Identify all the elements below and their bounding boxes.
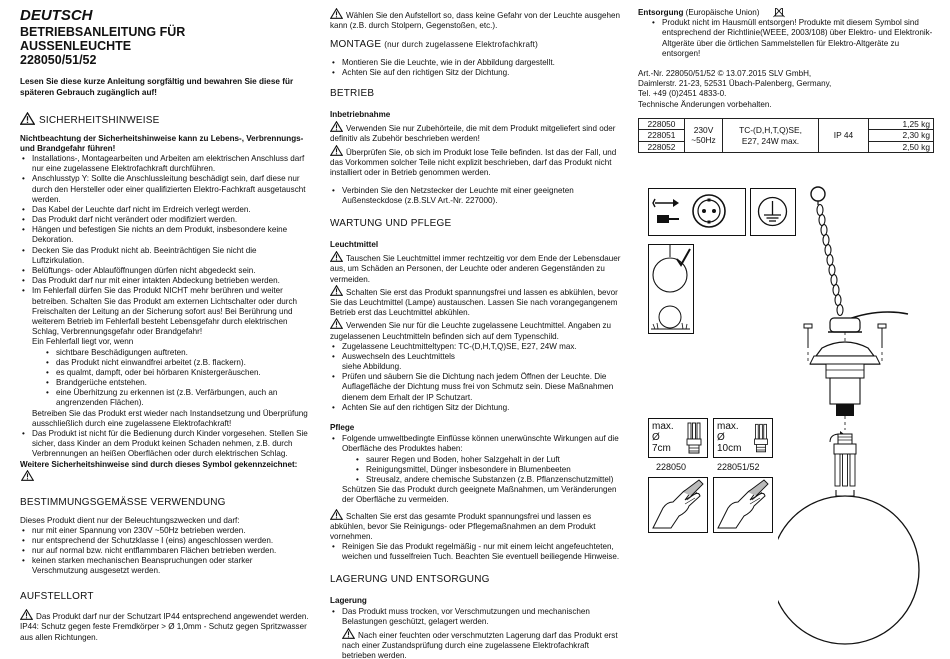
title-language: DEUTSCH — [20, 8, 93, 24]
list-item: • Achten Sie auf den richtigen Sitz der Dichtung. — [330, 68, 622, 78]
address-line: Tel. +49 (0)2451 4833-0. — [638, 89, 727, 99]
fault-intro: Ein Fehlerfall liegt vor, wenn — [32, 337, 134, 347]
lamp-heading: Leuchtmittel — [330, 240, 379, 250]
warning-triangle-icon — [330, 145, 343, 156]
list-item: • nur entsprechend der Schutzklasse I (eins) angeschlossen werden. — [20, 536, 310, 546]
place-heading: AUFSTELLORT — [20, 590, 94, 602]
lamp-warning-3: Verwenden Sie nur für die Leuchte zugelassene Leuchtmittel. Angaben zu zugelassenen Leuchtmitteln befinden sich auf dem Typenschild. — [330, 318, 622, 341]
address-block — [638, 69, 938, 110]
list-item: • Hängen und befestigen Sie nichts an dem Produkt, insbesondere keine Dekoration. — [20, 225, 310, 245]
article-label-1: 228050 — [656, 462, 687, 472]
spec-weight: 2,50 kg — [869, 141, 934, 153]
list-item: • Produkt nicht im Hausmüll entsorgen! Produkte mit diesem Symbol sind entsprechend der Richtlinie(WEEE, 2003/108) über Elektro- und Elektronik-Altgeräte über die örtlichen Sammelstellen für Elektro-Altgeräte zu entsorgen! — [650, 18, 938, 59]
list-item: • sichtbare Beschädigungen auftreten. — [44, 348, 310, 358]
list-item: • Montieren Sie die Leuchte, wie in der Abbildung dargestellt. — [330, 58, 622, 68]
title-line-1: BETRIEBSANLEITUNG FÜR — [20, 24, 186, 39]
list-item: • keinen starken mechanischen Beanspruchungen oder starker Verschmutzung ausgesetzt werden. — [20, 556, 310, 576]
plug-socket-icon — [649, 189, 744, 234]
globe-checkmark-icon — [649, 245, 692, 332]
max-label: max. — [652, 421, 674, 432]
disposal-heading: Entsorgung (Europäische Union) — [638, 8, 760, 17]
warning-triangle-icon — [330, 285, 343, 296]
list-item: • Prüfen und säubern Sie die Dichtung nach jedem Öffnen der Leuchte. Die Auflagefläche der Dichtung muss frei von Schmutz sein. Diese Maßnahmen dienem dem Erhalt der IP Schutzart. — [330, 372, 622, 403]
title-line-2: AUSSENLEUCHTE — [20, 39, 132, 54]
list-item: • Das Produkt ist nicht für die Bedienung durch Kinder vorgesehen. Stellen Sie sicher, dass Kinder an dem Produkt keinen Schaden nehmen, z.B. durch Verbrennungen an heißen Oberflächen oder durch elektrischen Schlag. — [20, 429, 310, 460]
fault-outro: Betreiben Sie das Produkt erst wieder nach Instandsetzung und Überprüfung ausschließlich durch eine zugelassene Elektrofachkraft! — [32, 408, 308, 428]
storage-heading: LAGERUNG UND ENTSORGUNG — [330, 574, 490, 586]
spec-voltage: 230V ~50Hz — [685, 118, 723, 153]
place-text: Das Produkt darf nur der Schutzart IP44 entsprechend angewendet werden. — [20, 609, 310, 622]
spec-ip: IP 44 — [819, 118, 869, 153]
lamp-size-figure-2 — [713, 418, 773, 458]
list-item: • Das Kabel der Leuchte darf nicht im Erdreich verlegt werden. — [20, 205, 310, 215]
care-list-2 — [330, 542, 622, 562]
list-item: • Das Produkt darf nur mit einer intakten Abdeckung betrieben werden. — [20, 276, 310, 286]
list-item: • Reinigungsmittel, Dünger insbesondere in Blumenbeeten — [354, 465, 622, 475]
operation-heading: BETRIEB — [330, 88, 375, 100]
list-item: • saurer Regen und Boden, hoher Salzgehalt in der Luft — [354, 455, 622, 465]
list-item: • eine Überhitzung zu erkennen ist (z.B. Verfärbungen, auch an angrenzenden Flächen). — [44, 388, 310, 408]
store-heading: Lagerung — [330, 596, 367, 606]
list-item: • Zugelassene Leuchtmitteltypen: TC-(D,H,T,Q)SE, E27, 24W max. — [330, 342, 622, 352]
max-label: max. — [717, 421, 739, 432]
store-list — [330, 607, 622, 627]
care-heading: Pflege — [330, 423, 355, 433]
address-line: Art.-Nr. 228050/51/52 © 13.07.2015 SLV GmbH, — [638, 68, 812, 78]
spec-weight: 2,30 kg — [869, 130, 934, 142]
list-item: • Installations-, Montagearbeiten und Arbeiten am elektrischen Anschluss darf nur eine zugelassene Elektrofachkraft durchführen. — [20, 154, 310, 174]
warning-triangle-icon — [330, 121, 343, 132]
list-item: • Reinigen Sie das Produkt regelmäßig - nur mit einem leicht angefeuchteten, weichen und fusselfreien Tuch. Beachten Sie eventuell beiliegende Hinweise. — [330, 542, 622, 562]
list-item: • das Produkt nicht einwandfrei arbeitet (z.B. flackern). — [44, 358, 310, 368]
list-item: • es qualmt, dampft, oder bei hörbaren Knistergeräuschen. — [44, 368, 310, 378]
hanging-globe-figure — [648, 244, 694, 334]
cleaning-figure-1 — [648, 477, 708, 533]
spec-weight: 1,25 kg — [869, 118, 934, 130]
use-intro: Dieses Produkt dient nur der Beleuchtungszwecken und darf: — [20, 515, 240, 525]
intro-text: Lesen Sie diese kurze Anleitung sorgfältig und bewahren Sie diese für späteren Gebrauch zugänglich auf! — [20, 77, 294, 97]
startup-list — [330, 186, 622, 206]
pendant-lamp-drawing — [778, 180, 938, 659]
size-label: 7cm — [652, 443, 671, 454]
column-middle — [330, 8, 622, 659]
cfl-bulb-icon — [682, 421, 706, 457]
list-item: • Auswechseln des Leuchtmittels siehe Abbildung. — [330, 352, 622, 372]
title-line-3: 228050/51/52 — [20, 53, 97, 68]
hand-cleaning-icon — [714, 478, 771, 531]
warning-triangle-icon — [330, 251, 343, 262]
warning-triangle-icon — [330, 509, 343, 520]
article-label-2: 228051/52 — [717, 462, 760, 472]
spec-article: 228051 — [639, 130, 685, 142]
use-list — [20, 526, 310, 577]
list-item: • Anschlusstyp Y: Sollte die Anschlussleitung beschädigt sein, darf diese nur durch den Hersteller oder einer qualifizierten Elektro-Fachkraft ausgetauscht werden. — [20, 174, 310, 205]
address-line: Technische Änderungen vorbehalten. — [638, 99, 772, 109]
mount-heading: MONTAGE (nur durch zugelassene Elektrofachkraft) — [330, 39, 538, 51]
startup-warning-1: Verwenden Sie nur Zubehörteile, die mit dem Produkt mitgeliefert sind oder definitiv als Zubehör beschrieben werden! — [330, 121, 622, 144]
cfl-bulb-icon — [750, 421, 772, 457]
use-heading: BESTIMMUNGSGEMÄSSE VERWENDUNG — [20, 496, 226, 508]
safety-lead: Nichtbeachtung der Sicherheitshinweise kann zu Lebens-, Verbrennungs- und Brandgefahr führen! — [20, 133, 304, 153]
cleaning-figure-2 — [713, 477, 773, 533]
spec-article: 228052 — [639, 141, 685, 153]
size-label: 10cm — [717, 443, 742, 454]
warning-triangle-icon — [20, 609, 33, 620]
store-warning: Nach einer feuchten oder verschmutzten Lagerung darf das Produkt erst nach einer Zustandsprüfung durch eine zugelassene Elektrofachkraft betrieben werden. — [330, 628, 622, 659]
safety-heading: SICHERHEITSHINWEISE — [20, 112, 310, 128]
startup-heading: Inbetriebnahme — [330, 109, 391, 119]
warning-triangle-icon — [20, 112, 35, 125]
list-item: • Belüftungs- oder Ablauföffnungen dürfen nicht abgedeckt sein. — [20, 266, 310, 276]
care-warning: Schalten Sie erst das gesamte Produkt spannungsfrei und lassen es abkühlen, bevor Sie Reinigungs- oder Pflegemaßnahmen an dem Produkt vornehmen. — [330, 509, 622, 543]
warning-triangle-icon — [21, 470, 34, 481]
list-item: • Verbinden Sie den Netzstecker der Leuchte mit einer geeigneten Außensteckdose (z.B.SLV Art.-Nr. 227000). — [330, 186, 622, 206]
list-item: • Brandgerüche entstehen. — [44, 378, 310, 388]
list-item: • Streusalz, andere chemische Substanzen (z.B. Pflanzenschutzmittel) — [354, 475, 622, 485]
column-left — [20, 8, 310, 659]
lamp-warning-1: Tauschen Sie Leuchtmittel immer rechtzeitig vor dem Ende der Lebensdauer aus, um Schäden an Personen, der Leuchte oder anderen Gegenständen zu vermeiden. — [330, 251, 622, 285]
warning-triangle-icon — [342, 628, 355, 639]
list-item: • nur mit einer Spannung von 230V ~50Hz betrieben werden. — [20, 526, 310, 536]
illustration-area — [638, 180, 938, 659]
mount-list — [330, 58, 622, 78]
place-warning: Wählen Sie den Aufstellort so, dass keine Gefahr von der Leuchte ausgehen kann (z.B. durch Stolpern, Gegenstoßen, etc.). — [330, 8, 622, 31]
list-item: • Das Produkt muss trocken, vor Verschmutzungen und mechanischen Belastungen geschützt, gelagert werden. — [330, 607, 622, 627]
disposal-list — [638, 18, 938, 59]
lamp-list — [330, 342, 622, 413]
more-safety-note: Weitere Sicherheitshinweise sind durch dieses Symbol gekennzeichnet: — [20, 459, 298, 469]
warning-triangle-icon — [330, 8, 343, 19]
warning-triangle-icon — [330, 318, 343, 329]
lamp-warning-2: Schalten Sie erst das Produkt spannungsfrei und lassen es abkühlen, bevor Sie das Leuchtmittel (Lampe) austauschen. Lassen Sie nach vorangegangenem Betrieb erst das Leuchtmittel abkühlen. — [330, 285, 622, 319]
hand-cleaning-icon — [649, 478, 706, 531]
list-item: • Achten Sie auf den richtigen Sitz der Dichtung. — [330, 403, 622, 413]
spec-table — [638, 118, 934, 154]
list-item: • Das Produkt darf nicht verändert oder modifiziert werden. — [20, 215, 310, 225]
lamp-size-figure-1 — [648, 418, 708, 458]
care-sublist — [342, 455, 622, 486]
care-list — [330, 434, 622, 505]
fault-list — [32, 348, 310, 409]
list-item: • Folgende umweltbedingte Einflüsse können unerwünschte Wirkungen auf die Oberfläche des Produktes haben: • saurer Regen und Boden, hoher Salzgehalt in der Luft • Reinigungsmittel, Dünger insbesondere in Blumenbeeten • Streusalz, andere chemische Substanzen (z.B. Pflanzenschutzmittel) Schützen Sie das Produkt durch geeignete Maßnahmen, um Veränderungen der Oberfläche zu vermeiden. — [330, 434, 622, 505]
maintenance-heading: WARTUNG UND PFLEGE — [330, 218, 452, 230]
list-item: • nur auf normal bzw. nicht entflammbaren Flächen betrieben werden. — [20, 546, 310, 556]
spec-lamp: TC-(D,H,T,Q)SE, E27, 24W max. — [723, 118, 819, 153]
disposal-block — [638, 8, 938, 59]
diameter-label: Ø — [652, 432, 660, 443]
diameter-label: Ø — [717, 432, 725, 443]
list-item: • Decken Sie das Produkt nicht ab. Beeinträchtigen Sie nicht die Luftzirkulation. — [20, 246, 310, 266]
spec-article: 228050 — [639, 118, 685, 130]
crossed-bin-icon — [773, 8, 785, 18]
plug-socket-figure — [648, 188, 746, 236]
safety-list — [20, 154, 310, 460]
list-item: • Im Fehlerfall dürfen Sie das Produkt NICHT mehr berühren und weiter betreiben. Schalten Sie das Produkt am externen Lichtschalter oder durch Freischalten der Leitung an der Sicherung sofort aus! Bei Berührung und weiterem Betrieb im Fehlerfall besteht Lebensgefahr durch elektrischen Schlag, Verbrennungsgefahr oder Brandgefahr! Ein Fehlerfall liegt vor, wenn • sichtbare Beschädigungen auftreten. • das Produkt nicht einwandfrei arbeitet (z.B. flackern). • es qualmt, dampft, oder bei hörbaren Knistergeräuschen. • Brandgerüche entstehen. • eine Überhitzung zu erkennen ist (z.B. Verfärbungen, auch an angrenzenden Flächen). Betreiben Sie das Produkt erst wieder nach Instandsetzung und Überprüfung ausschließlich durch eine zugelassene Elektrofachkraft! — [20, 286, 310, 429]
column-right — [638, 8, 938, 659]
ip-text: IP44: Schutz gegen feste Fremdkörper > Ø 1,0mm - Schutz gegen Spritzwasser aus allen Richtungen. — [20, 622, 307, 642]
address-line: Daimlerstr. 21-23, 52531 Übach-Palenberg, Germany, — [638, 79, 832, 89]
startup-warning-2: Überprüfen Sie, ob sich im Produkt lose Teile befinden. Ist das der Fall, und das Vorkommen solcher Teile nicht explizit beschrieben, darf das Produkt nicht installiert oder in Betrieb genommen werden. — [330, 145, 622, 179]
